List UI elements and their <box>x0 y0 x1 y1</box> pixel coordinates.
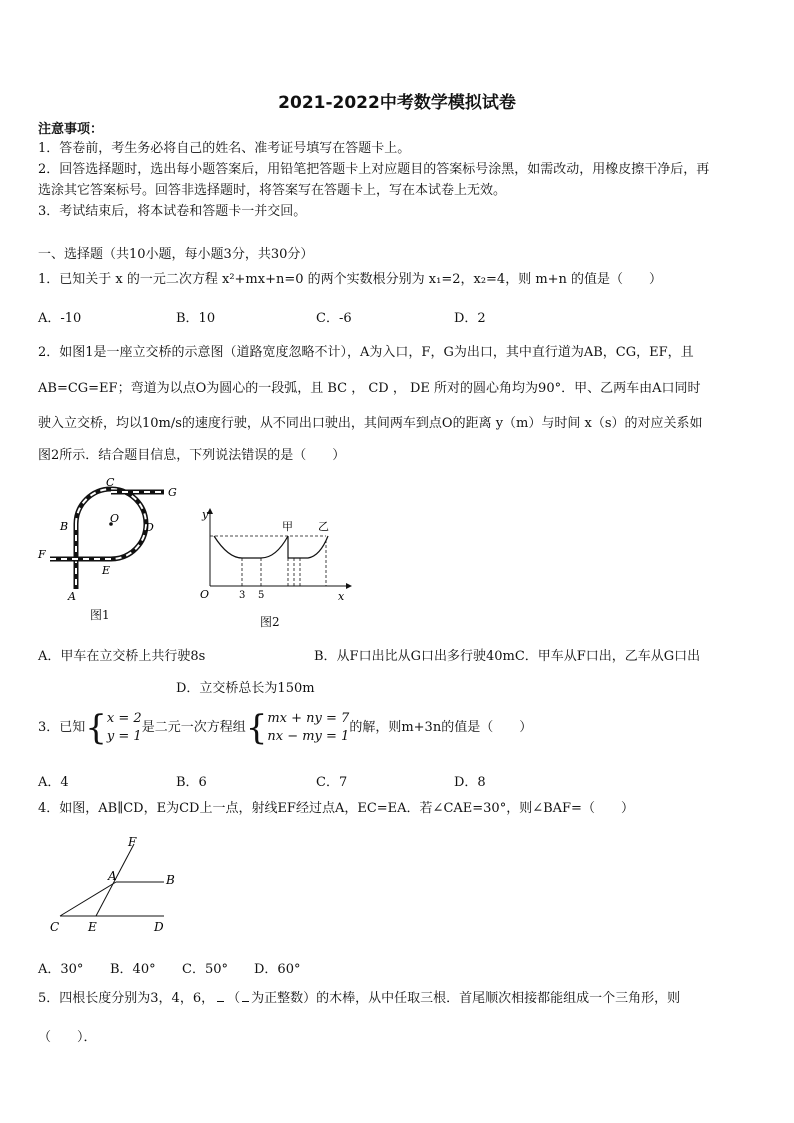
q1-option-b: B．10 <box>176 311 216 326</box>
q3-stem <box>38 708 532 752</box>
label-f: F <box>38 548 46 561</box>
label-y: y <box>202 508 209 521</box>
label-origin: O <box>200 588 210 601</box>
q3-sys2-eq2: nx − my = 1 <box>267 728 350 744</box>
label-x: x <box>338 590 345 603</box>
q3-prefix: 3．已知 <box>38 720 86 735</box>
label-a: A <box>108 869 117 883</box>
label-o: O <box>110 512 120 525</box>
q1-option-a: A．-10 <box>38 311 82 326</box>
q2-figure-2 <box>196 506 356 606</box>
q3-system-1 <box>107 710 142 746</box>
label-c: C <box>50 920 60 934</box>
q4-option-b: B．40° <box>110 962 156 977</box>
curve-jia <box>214 536 288 558</box>
q3-sys1-eq1: x = 2 <box>106 710 142 726</box>
notice-item-2: 2．回答选择题时，选出每小题答案后，用铅笔把答题卡上对应题目的答案标号涂黑，如需改动，用橡皮擦干净后，再 <box>38 162 710 177</box>
label-e: E <box>102 564 111 577</box>
q5-stem <box>38 990 680 1008</box>
label-g: G <box>168 486 177 499</box>
q3-option-c: C．7 <box>316 775 348 790</box>
q5-variable-placeholder <box>217 992 224 1002</box>
q3-system-2 <box>267 710 349 746</box>
q4-option-d: D．60° <box>254 962 301 977</box>
notice-item-3: 3．考试结束后，将本试卷和答题卡一并交回。 <box>38 204 307 219</box>
q4-figure <box>44 834 184 938</box>
q4-stem: 4．如图，AB∥CD，E为CD上一点，射线EF经过点A，EC=EA．若∠CAE=30°，则∠BAF=（ ） <box>38 801 634 816</box>
notice-item-1: 1．答卷前，考生务必将自己的姓名、准考证号填写在答题卡上。 <box>38 141 411 156</box>
q1-option-d: D．2 <box>454 311 486 326</box>
q3-option-b: B．6 <box>176 775 207 790</box>
q3-option-d: D．8 <box>454 775 486 790</box>
segment-ca <box>60 882 116 916</box>
fig2-caption: 图2 <box>260 615 280 629</box>
q4-option-c: C．50° <box>182 962 228 977</box>
q2-figure-1 <box>36 474 186 604</box>
q1-option-c: C．-6 <box>316 311 352 326</box>
label-f: F <box>128 835 137 849</box>
label-e: E <box>88 920 97 934</box>
q2-option-a: A．甲车在立交桥上共行驶8s <box>38 649 206 664</box>
label-d: D <box>145 521 154 534</box>
q2-option-d: D．立交桥总长为150m <box>176 681 315 696</box>
section-heading: 一、选择题（共10小题，每小题3分，共30分） <box>38 247 314 262</box>
label-c: C <box>106 476 115 489</box>
label-jia: 甲 <box>282 520 293 533</box>
q3-brace-1: { <box>85 707 107 748</box>
page-title: 2021-2022中考数学模拟试卷 <box>278 93 516 113</box>
q2-line-4: 图2所示．结合题目信息，下列说法错误的是（ ） <box>38 448 346 463</box>
q2-line-1: 2．如图1是一座立交桥的示意图（道路宽度忽略不计），A为入口，F，G为出口，其中直行道为AB，CG，EF，且 <box>38 345 694 360</box>
label-a: A <box>68 590 76 603</box>
q3-option-a: A．4 <box>38 775 69 790</box>
notice-heading: 注意事项： <box>38 122 104 137</box>
q5-answer-blank: （ ）． <box>38 1030 97 1045</box>
label-b: B <box>166 873 175 887</box>
q2-line-2: AB=CG=EF；弯道为以点O为圆心的一段弧，且 BC ， CD ， DE 所对的圆心角均为90°．甲、乙两车由A口同时 <box>38 381 701 396</box>
notice-item-2-cont: 选涂其它答案标号。回答非选择题时，将答案写在答题卡上，写在本试卷上无效。 <box>38 183 507 198</box>
label-yi: 乙 <box>318 520 329 533</box>
label-b: B <box>60 520 69 533</box>
q3-middle: 是二元一次方程组 <box>141 720 246 735</box>
q3-sys1-eq2: y = 1 <box>106 728 142 744</box>
q5-text-2: （ <box>227 991 241 1006</box>
q2-option-bc: B．从F口出比从G口出多行驶40mC．甲车从F口出，乙车从G口出 <box>314 649 701 664</box>
q5-text-3: 为正整数）的木棒，从中任取三根．首尾顺次相接都能组成一个三角形，则 <box>251 991 681 1006</box>
q2-line-3: 驶入立交桥，均以10m/s的速度行驶，从不同出口驶出，其间两车到点O的距离 y（m）与时间 x（s）的对应关系如 <box>38 416 703 431</box>
q5-variable-placeholder-2 <box>242 992 249 1002</box>
q3-sys2-eq1: mx + ny = 7 <box>267 710 350 726</box>
q1-stem: 1．已知关于 x 的一元二次方程 x²+mx+n=0 的两个实数根分别为 x₁=2，x₂=4，则 m+n 的值是（ ） <box>38 272 663 287</box>
fig1-caption: 图1 <box>90 608 110 622</box>
q3-suffix: 的解，则m+3n的值是（ ） <box>349 720 533 735</box>
tick-5: 5 <box>258 590 265 601</box>
label-d: D <box>154 920 164 934</box>
q3-brace-2: { <box>245 707 268 748</box>
curve-yi <box>288 536 328 558</box>
q4-option-a: A．30° <box>38 962 84 977</box>
q5-text-1: 5．四根长度分别为3，4，6， <box>38 991 215 1006</box>
tick-3: 3 <box>239 590 246 601</box>
